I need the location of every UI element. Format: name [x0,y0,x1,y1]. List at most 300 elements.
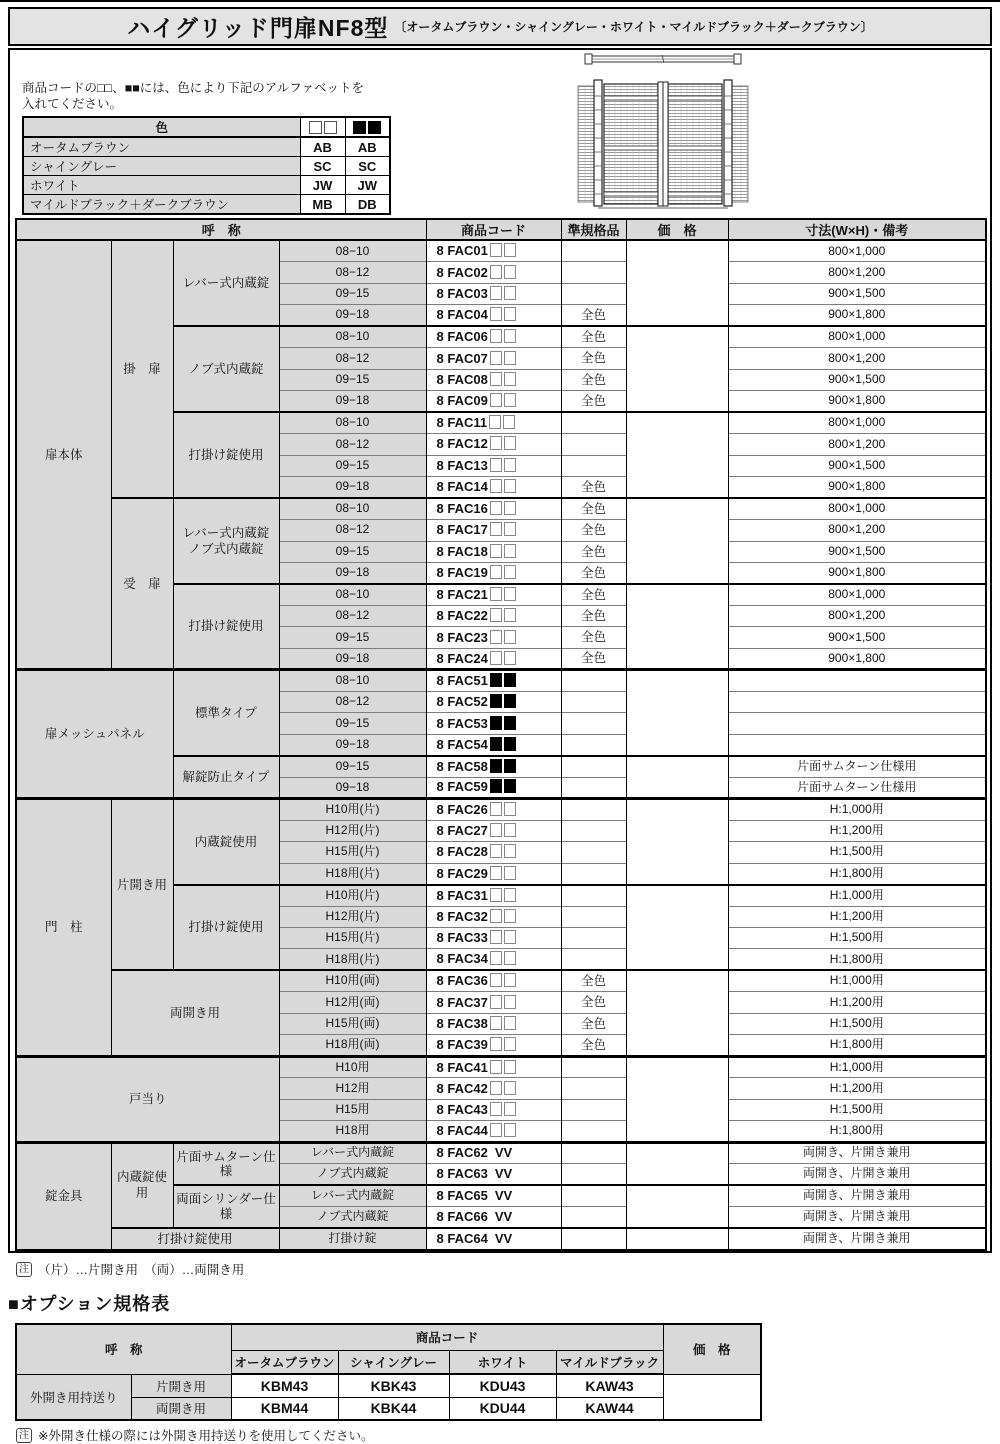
code-cell [426,992,561,1013]
code-text: 8 FAC14 [436,479,488,495]
open-square-icon [504,608,516,622]
open-square-icon [490,866,502,880]
semi-cell [561,1164,626,1185]
price-cell [626,1035,728,1056]
dim-cell [728,734,986,755]
code-text: 8 FAC08 [436,372,488,388]
table-row [16,498,986,519]
price-cell [626,1121,728,1142]
code-cell [426,691,561,712]
size-cell: H15用(片) [279,842,426,863]
semi-cell [561,1185,626,1206]
price-cell [626,498,728,519]
filled-square-icon [504,737,516,751]
price-cell [626,1207,728,1228]
size-cell: H10用(両) [279,970,426,991]
code-cell [426,1228,561,1250]
table-row [16,240,986,261]
semi-cell: 全色 [561,326,626,347]
semi-cell [561,434,626,455]
price-cell [626,992,728,1013]
open-square-icon [490,565,502,579]
size-cell: H12用(両) [279,992,426,1013]
price-cell [626,648,728,669]
open-square-icon [504,1123,516,1137]
size-cell: 08−10 [279,326,426,347]
code-cell [426,648,561,669]
size-cell: H15用 [279,1099,426,1120]
option-section-title [8,1290,170,1316]
size-cell: 09−18 [279,777,426,798]
price-cell [626,820,728,841]
open-square-icon [504,307,516,321]
size-cell: 08−12 [279,520,426,541]
open-square-icon [504,501,516,515]
open-square-icon [504,565,516,579]
semi-cell [561,756,626,777]
open-square-icon [504,436,516,450]
table-header-row [16,219,986,240]
open-square-icon [504,802,516,816]
price-cell [626,477,728,498]
type-label: ノブ式内蔵錠 [173,326,279,412]
size-cell: レバー式内蔵錠 [279,1185,426,1206]
option-code: KDU44 [449,1397,556,1420]
code-text: 8 FAC41 [436,1059,488,1075]
dim-cell: 800×1,200 [728,348,986,369]
price-cell [626,412,728,433]
dim-cell: 900×1,500 [728,627,986,648]
type-label: 内蔵錠使用 [173,799,279,885]
code-text: 8 FAC53 [436,715,488,731]
code-text: 8 FAC38 [436,1016,488,1032]
dim-cell: 900×1,500 [728,369,986,390]
semi-cell: 全色 [561,391,626,412]
open-square-icon [490,307,502,321]
code-cell [426,885,561,906]
color-table-header: 色 [23,117,300,137]
size-cell: H15用(片) [279,927,426,948]
filled-square-icon [490,716,502,730]
table-row [16,670,986,691]
open-square-icon [504,930,516,944]
code-cell [426,1056,561,1077]
code-cell [426,949,561,970]
dim-cell: H:1,500用 [728,927,986,948]
dim-cell: 800×1,000 [728,412,986,433]
open-square-icon [490,1081,502,1095]
size-cell: 09−15 [279,455,426,476]
price-cell [626,1164,728,1185]
price-cell [626,691,728,712]
code-cell [426,305,561,326]
code-suffix: VV [494,1144,513,1160]
semi-cell: 全色 [561,584,626,605]
filled-squares-header [345,117,390,137]
semi-cell [561,842,626,863]
semi-cell [561,1056,626,1077]
size-cell: H18用 [279,1121,426,1142]
gate-technical-drawing [576,52,766,220]
content-box [8,48,992,1253]
open-square-icon [504,1037,516,1051]
semi-cell: 全色 [561,498,626,519]
size-cell: 08−12 [279,605,426,626]
open-square-icon [504,393,516,407]
open-square-icon [504,329,516,343]
code-suffix: VV [494,1208,513,1224]
code-cell [426,326,561,347]
code-cell [426,412,561,433]
code-text: 8 FAC27 [436,822,488,838]
code-cell [426,627,561,648]
open-square-icon [490,393,502,407]
open-square-icon [504,587,516,601]
price-cell [626,605,728,626]
open-square-icon [490,544,502,558]
option-color-column: ホワイト [449,1350,556,1374]
semi-cell [561,927,626,948]
code-cell [426,262,561,283]
size-cell: 09−15 [279,369,426,390]
code-cell [426,605,561,626]
code-text: 8 FAC16 [436,501,488,517]
size-cell: 08−10 [279,584,426,605]
code-text: 8 FAC07 [436,350,488,366]
open-square-icon [324,121,337,134]
filled-square-icon [490,737,502,751]
semi-cell: 全色 [561,369,626,390]
filled-square-icon [490,673,502,687]
code-text: 8 FAC19 [436,565,488,581]
semi-cell [561,1099,626,1120]
header-price: 価 格 [626,219,728,240]
option-color-column: マイルドブラック [556,1350,663,1374]
code-cell [426,1078,561,1099]
color-code-open: MB [300,195,345,215]
dim-cell: 900×1,800 [728,391,986,412]
code-cell [426,498,561,519]
option-code: KBM43 [231,1374,338,1397]
table-row [16,799,986,820]
subgroup-label-line1: 内蔵錠使用 [116,1170,167,1201]
dim-cell: 両開き、片開き兼用 [728,1207,986,1228]
option-header-name: 呼 称 [16,1324,231,1374]
price-cell [626,369,728,390]
page-title: ハイグリッド門扉NF8型 [127,15,389,41]
semi-cell [561,885,626,906]
color-code-note-line1: 商品コードの□□、■■には、色により下記のアルファベットを [22,81,364,95]
option-code: KBK43 [338,1374,449,1397]
price-cell [626,1078,728,1099]
code-text: 8 FAC32 [436,908,488,924]
option-price-cell [663,1374,761,1420]
semi-cell: 全色 [561,648,626,669]
code-text: 8 FAC51 [436,673,488,689]
open-square-icon [490,608,502,622]
open-square-icon [504,823,516,837]
code-cell [426,799,561,820]
open-square-icon [504,1060,516,1074]
filled-square-icon [353,121,366,134]
color-name: マイルドブラック＋ダークブラウン [23,195,300,215]
code-text: 8 FAC12 [436,436,488,452]
semi-cell [561,412,626,433]
dim-cell: 800×1,200 [728,434,986,455]
size-cell: 08−10 [279,412,426,433]
price-cell [626,240,728,261]
size-cell: 09−18 [279,648,426,669]
open-square-icon [490,995,502,1009]
code-cell [426,713,561,734]
dim-cell: H:1,800用 [728,1035,986,1056]
price-cell [626,734,728,755]
code-text: 8 FAC21 [436,586,488,602]
open-square-icon [504,243,516,257]
color-code-open: AB [300,137,345,157]
code-cell [426,1013,561,1034]
group-label: 戸当り [16,1056,279,1142]
code-text: 8 FAC42 [436,1080,488,1096]
table-row [16,1228,986,1250]
code-text: 8 FAC62 [436,1144,488,1160]
price-cell [626,262,728,283]
open-square-icon [504,651,516,665]
dim-cell: H:1,200用 [728,992,986,1013]
open-square-icon [490,651,502,665]
price-cell [626,1099,728,1120]
open-square-icon [504,973,516,987]
option-color-column: シャイングレー [338,1350,449,1374]
size-cell: レバー式内蔵錠 [279,1142,426,1163]
dim-cell: 900×1,800 [728,477,986,498]
code-text: 8 FAC39 [436,1037,488,1053]
open-square-icon [490,844,502,858]
open-square-icon [504,265,516,279]
dim-cell: 800×1,000 [728,240,986,261]
price-cell [626,906,728,927]
dim-cell: 900×1,500 [728,455,986,476]
subgroup-label: 掛 扉 [111,240,173,498]
code-cell [426,434,561,455]
dim-cell: H:1,800用 [728,863,986,884]
open-square-icon [504,372,516,386]
semi-cell: 全色 [561,970,626,991]
dim-cell: H:1,200用 [728,820,986,841]
dim-cell [728,713,986,734]
size-cell: H12用 [279,1078,426,1099]
product-table [15,218,987,1251]
open-square-icon [490,458,502,472]
code-text: 8 FAC02 [436,264,488,280]
open-square-icon [504,951,516,965]
code-text: 8 FAC52 [436,694,488,710]
price-cell [626,455,728,476]
open-square-icon [490,1016,502,1030]
option-code: KAW43 [556,1374,663,1397]
code-cell [426,520,561,541]
code-cell [426,541,561,562]
dim-cell: 800×1,000 [728,326,986,347]
code-cell [426,906,561,927]
price-cell [626,348,728,369]
option-row [16,1374,761,1397]
dim-cell: H:1,800用 [728,949,986,970]
type-label-line1: レバー式内蔵錠 [182,525,270,540]
price-cell [626,283,728,304]
group-label: 門 柱 [16,799,111,1057]
price-cell [626,520,728,541]
code-cell [426,1121,561,1142]
price-cell [626,1142,728,1163]
type-label: 打掛け錠使用 [173,885,279,971]
option-header-code: 商品コード [231,1324,663,1350]
semi-cell [561,1228,626,1250]
color-code-open: JW [300,176,345,195]
semi-cell [561,949,626,970]
code-cell [426,369,561,390]
open-square-icon [490,501,502,515]
semi-cell: 全色 [561,541,626,562]
semi-cell [561,906,626,927]
code-cell [426,1207,561,1228]
semi-cell: 全色 [561,605,626,626]
open-square-icon [504,351,516,365]
semi-cell [561,455,626,476]
price-cell [626,434,728,455]
type-label: 打掛け錠使用 [173,412,279,498]
filled-square-icon [490,779,502,793]
size-cell: 09−18 [279,305,426,326]
subgroup-label [111,1142,173,1228]
open-square-icon [504,909,516,923]
semi-cell [561,863,626,884]
semi-cell [561,820,626,841]
price-cell [626,1056,728,1077]
price-cell [626,949,728,970]
dim-cell: 800×1,000 [728,498,986,519]
code-text: 8 FAC28 [436,844,488,860]
size-cell: H18用(両) [279,1035,426,1056]
dim-cell: 両開き、片開き兼用 [728,1142,986,1163]
open-square-icon [490,329,502,343]
group-label: 扉メッシュパネル [16,670,173,799]
note-badge-icon: 注 [16,1428,32,1443]
page-title-colors: 〔オータムブラウン・シャイングレー・ホワイト・マイルドブラック＋ダークブラウン〕 [394,20,873,34]
header-code: 商品コード [426,219,561,240]
dim-cell: 800×1,200 [728,262,986,283]
open-square-icon [490,909,502,923]
color-code-filled: AB [345,137,390,157]
dim-cell: 片面サムターン仕様用 [728,756,986,777]
semi-cell [561,670,626,691]
option-group-label: 外開き用持送り [16,1374,131,1420]
color-name: オータムブラウン [23,137,300,157]
open-square-icon [504,888,516,902]
code-text: 8 FAC22 [436,608,488,624]
option-footnote [16,1426,373,1444]
group-label: 扉本体 [16,240,111,669]
open-square-icon [504,522,516,536]
open-square-icon [490,973,502,987]
code-cell [426,477,561,498]
size-cell: 打掛け錠 [279,1228,426,1250]
code-text: 8 FAC04 [436,307,488,323]
price-cell [626,970,728,991]
dim-cell [728,691,986,712]
filled-square-icon [368,121,381,134]
code-cell [426,240,561,261]
dim-cell: 片面サムターン仕様用 [728,777,986,798]
table-row [16,970,986,991]
type-label: 片面サムターン仕様 [173,1142,279,1185]
price-cell [626,799,728,820]
dim-cell: 900×1,500 [728,283,986,304]
price-cell [626,563,728,584]
code-cell [426,842,561,863]
code-cell [426,1099,561,1120]
price-cell [626,713,728,734]
header-semi: 準規格品 [561,219,626,240]
size-cell: 09−18 [279,477,426,498]
size-cell: 08−12 [279,691,426,712]
color-code-note-line2: 入れてください。 [22,97,123,112]
open-squares-header [300,117,345,137]
code-text: 8 FAC23 [436,629,488,645]
type-label: 標準タイプ [173,670,279,756]
dim-cell: H:1,000用 [728,885,986,906]
code-cell [426,777,561,798]
size-cell: 09−18 [279,391,426,412]
color-name: ホワイト [23,176,300,195]
semi-cell [561,777,626,798]
open-square-icon [504,630,516,644]
code-text: 8 FAC06 [436,329,488,345]
code-text: 8 FAC26 [436,801,488,817]
semi-cell: 全色 [561,992,626,1013]
dim-cell [728,670,986,691]
color-code-filled: DB [345,195,390,215]
size-cell: 08−12 [279,434,426,455]
open-square-icon [504,1102,516,1116]
semi-cell [561,1121,626,1142]
size-cell: 09−18 [279,734,426,755]
open-square-icon [490,372,502,386]
code-text: 8 FAC18 [436,543,488,559]
open-square-icon [490,1060,502,1074]
code-text: 8 FAC58 [436,758,488,774]
size-cell: 09−15 [279,541,426,562]
semi-cell [561,240,626,261]
filled-square-icon [504,694,516,708]
semi-cell [561,734,626,755]
price-cell [626,756,728,777]
code-text: 8 FAC24 [436,650,488,666]
price-cell [626,1228,728,1250]
code-text: 8 FAC34 [436,951,488,967]
type-label-line2: ノブ式内蔵錠 [188,542,264,557]
open-square-icon [504,866,516,880]
filled-square-icon [504,779,516,793]
price-cell [626,863,728,884]
filled-square-icon [490,694,502,708]
page-title-bar [8,7,992,46]
option-code: KBM44 [231,1397,338,1420]
price-cell [626,1185,728,1206]
size-cell: 08−10 [279,498,426,519]
code-cell [426,391,561,412]
dim-cell: H:1,500用 [728,1099,986,1120]
